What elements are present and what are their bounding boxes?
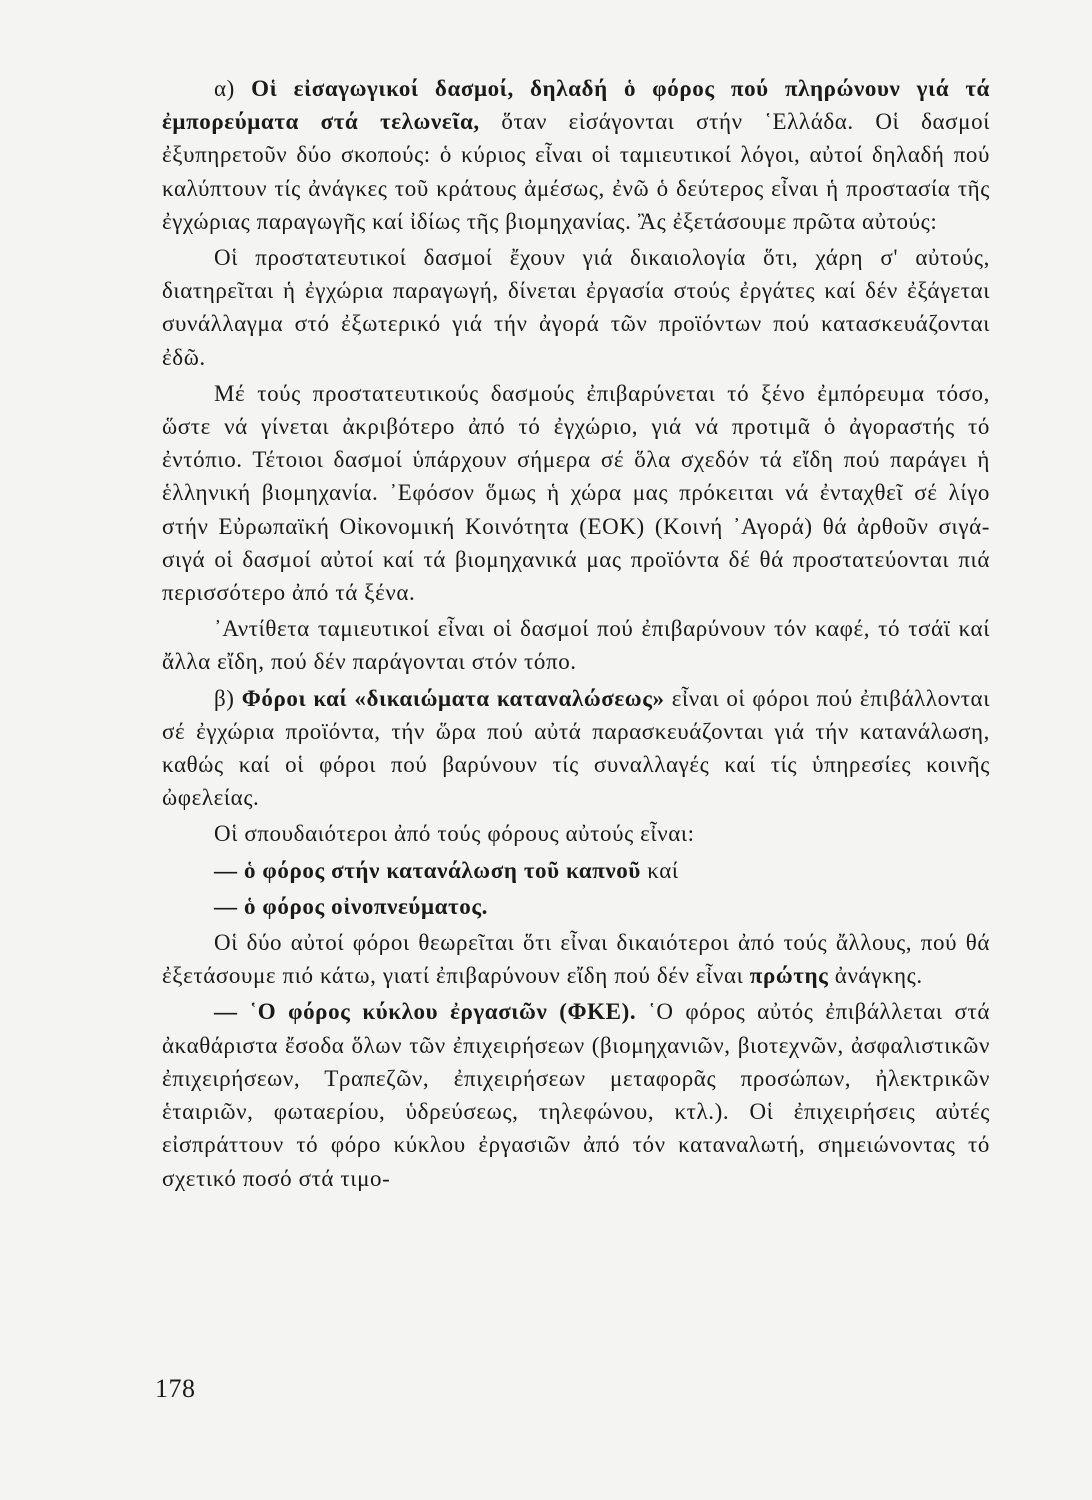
bold-word: πρώτης <box>749 963 829 989</box>
paragraph-text: ὅταν εἰσάγονται στήν ῾Ελλάδα. Οἱ δασμοί ἐξυπηρετοῦν δύο σκοπούς: ὁ κύριος εἶναι οἱ ταμιευτικοί λόγοι, αὐτοί δηλαδή πού καλύπτουν τίς ἀνάγκες τοῦ κράτους ἀμέσως, ἐνῶ ὁ δεύτερος εἶναι ἡ προστασία τῆς ἐγχώριας παραγωγῆς καί ἰδίως τῆς βιομηχανίας. Ἂς ἐξετάσουμε πρῶτα αὐτούς: <box>162 109 990 234</box>
paragraph-text: καί <box>640 857 679 883</box>
paragraph-fairer-taxes <box>162 926 990 992</box>
list-item-alcohol-tax <box>162 890 990 923</box>
paragraph-turnover-tax <box>162 995 990 1194</box>
paragraph-text: ἀνάγκης. <box>828 963 923 989</box>
heading-consumption-taxes: Φόροι καί «δικαιώματα καταναλώσεως» <box>241 685 665 711</box>
list-item-tobacco-tax <box>162 854 990 887</box>
item-tobacco-tax: — ὁ φόρος στήν κατανάλωση τοῦ καπνοῦ <box>214 857 641 883</box>
paragraph-text: Οἱ δύο αὐτοί φόροι θεωρεῖται ὅτι εἶναι δικαιότεροι ἀπό τούς ἄλλους, πού θά ἐξετάσουμε πιό κάτω, γιατί ἐπιβαρύνουν εἴδη πού δέν εἶναι <box>162 930 990 989</box>
page-number: 178 <box>155 1374 196 1403</box>
heading-turnover-tax: — ῾Ο φόρος κύκλου ἐργασιῶν (ΦΚΕ). <box>214 999 637 1025</box>
paragraph-main-taxes: Οἱ σπουδαιότεροι ἀπό τούς φόρους αὐτούς εἶναι: <box>214 821 695 847</box>
paragraph-import-duties <box>162 72 990 238</box>
paragraph-text: εἶναι οἱ φόροι πού ἐπιβάλλονται σέ ἐγχώρια προϊόντα, τήν ὥρα πού αὐτά παρασκευάζονται γιά τήν κατανάλωση, καθώς καί οἱ φόροι πού βαρύνουν τίς συναλλαγές καί τίς ὑπηρεσίες κοινῆς ὠφελείας. <box>162 685 990 811</box>
list-marker-b: β) <box>214 685 242 711</box>
page-body <box>162 72 990 1198</box>
paragraph-eec: Μέ τούς προστατευτικούς δασμούς ἐπιβαρύνεται τό ξένο ἐμπόρευμα τόσο, ὥστε νά γίνεται ἀκριβότερο ἀπό τό ἐγχώριο, γιά νά προτιμᾶ ὁ ἀγοραστής τό ἐντόπιο. Τέτοιοι δασμοί ὑπάρχουν σήμερα σέ ὅλα σχεδόν τά εἴδη πού παράγει ἡ ἑλληνική βιομηχανία. ᾿Εφόσον ὅμως ἡ χώρα μας πρόκειται νά ἐνταχθεῖ σέ λίγο στήν Εὐρωπαϊκή Οἰκονομική Κοινότητα (ΕΟΚ) (Κοινή ᾿Αγορά) θά ἀρθοῦν σιγά-σιγά οἱ δασμοί αὐτοί καί τά βιομηχανικά μας προϊόντα δέ θά προστατεύονται πιά περισσότερο ἀπό τά ξένα. <box>162 380 990 606</box>
item-alcohol-tax: — ὁ φόρος οἰνοπνεύματος. <box>214 893 488 919</box>
heading-import-duties: Οἱ εἰσαγωγικοί δασμοί, δηλαδή ὁ φόρος πού πληρώνουν γιά τά ἐμπορεύματα στά τελωνεῖα, <box>162 76 990 135</box>
list-marker-a: α) <box>214 76 252 101</box>
paragraph-text: ῾Ο φόρος αὐτός ἐπιβάλλεται στά ἀκαθάριστα ἔσοδα ὅλων τῶν ἐπιχειρήσεων (βιομηχανιῶν, βιοτεχνῶν, ἀσφαλιστικῶν ἐπιχειρήσεων, Τραπεζῶν, ἐπιχειρήσεων μεταφορᾶς προσώπων, ἠλεκτρικῶν ἑταιριῶν, φωταερίου, ὑδρεύσεως, τηλεφώνου, κτλ.). Οἱ ἐπιχειρήσεις αὐτές εἰσπράττουν τό φόρο κύκλου ἐργασιῶν ἀπό τόν καταναλωτή, σημειώνοντας τό σχετικό ποσό στά τιμο- <box>162 999 990 1191</box>
paragraph-protective-duties: Οἱ προστατευτικοί δασμοί ἔχουν γιά δικαιολογία ὅτι, χάρη σ' αὐτούς, διατηρεῖται ἡ ἐγχώρια παραγωγή, δίνεται ἐργασία στούς ἐργάτες καί δέν ἐξάγεται συνάλλαγμα στό ἐξωτερικό γιά τήν ἀγορά τῶν προϊόντων πού κατασκευάζονται ἐδῶ. <box>162 245 990 370</box>
paragraph-fiscal-duties: ᾿Αντίθετα ταμιευτικοί εἶναι οἱ δασμοί πού ἐπιβαρύνουν τόν καφέ, τό τσάϊ καί ἄλλα εἴδη, πού δέν παράγονται στόν τόπο. <box>162 616 990 675</box>
paragraph-consumption-taxes <box>162 682 990 815</box>
